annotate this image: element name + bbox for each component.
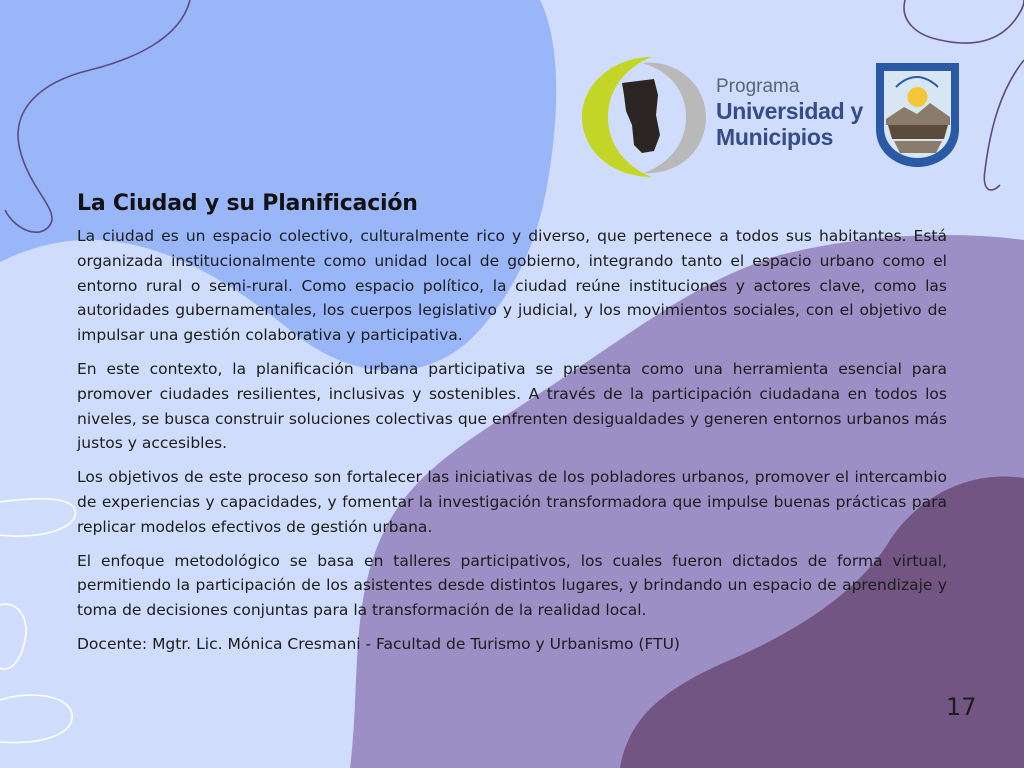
logo-line-universidad: Universidad y [716, 98, 863, 124]
paragraph-1: La ciudad es un espacio colectivo, culturalmente rico y diverso, que pertenece a todos sus habitantes. Está organizada institucionalmente como unidad local de gobierno, integrando tanto el espacio urbano como el entorno rural o semi-rural. Como espacio político, la ciudad reúne instituciones y actores clave, como las autoridades gubernamentales, los cuerpos legislativo y judicial, y los movimientos sociales, con el objetivo de impulsar una gestión colaborativa y participativa. [77, 227, 947, 345]
logo-line-programa: Programa [716, 76, 800, 97]
docente-credit: Docente: Mgtr. Lic. Mónica Cresmani - Facultad de Turismo y Urbanismo (FTU) [77, 634, 680, 653]
logo-line-municipios: Municipios [716, 124, 834, 150]
page-title: La Ciudad y su Planificación [77, 191, 418, 216]
program-logo-text [716, 76, 876, 150]
paragraph-2: En este contexto, la planificación urbana participativa se presenta como una herramienta esencial para promover ciudades resilientes, inclusivas y sostenibles. A través de la participación ciudadana en todos los niveles, se busca construir soluciones colectivas que enfrenten desigualdades y generen entornos urbanos más justos y accesibles. [77, 359, 947, 453]
main-content [77, 190, 947, 666]
university-emblem-icon [872, 59, 963, 170]
page-number: 17 [946, 693, 977, 721]
program-logo-icon [582, 55, 708, 179]
paragraph-3: Los objetivos de este proceso son fortalecer las iniciativas de los pobladores urbanos, promover el intercambio de experiencias y capacidades, y fomentar la investigación transformadora que impulse buenas prácticas para replicar modelos efectivos de gestión urbana. [77, 468, 947, 536]
paragraph-4: El enfoque metodológico se basa en talleres participativos, los cuales fueron dictados de forma virtual, permitiendo la participación de los asistentes desde distintos lugares, y brindando un espacio de aprendizaje y toma de decisiones conjuntas para la transformación de la realidad local. [77, 551, 947, 620]
